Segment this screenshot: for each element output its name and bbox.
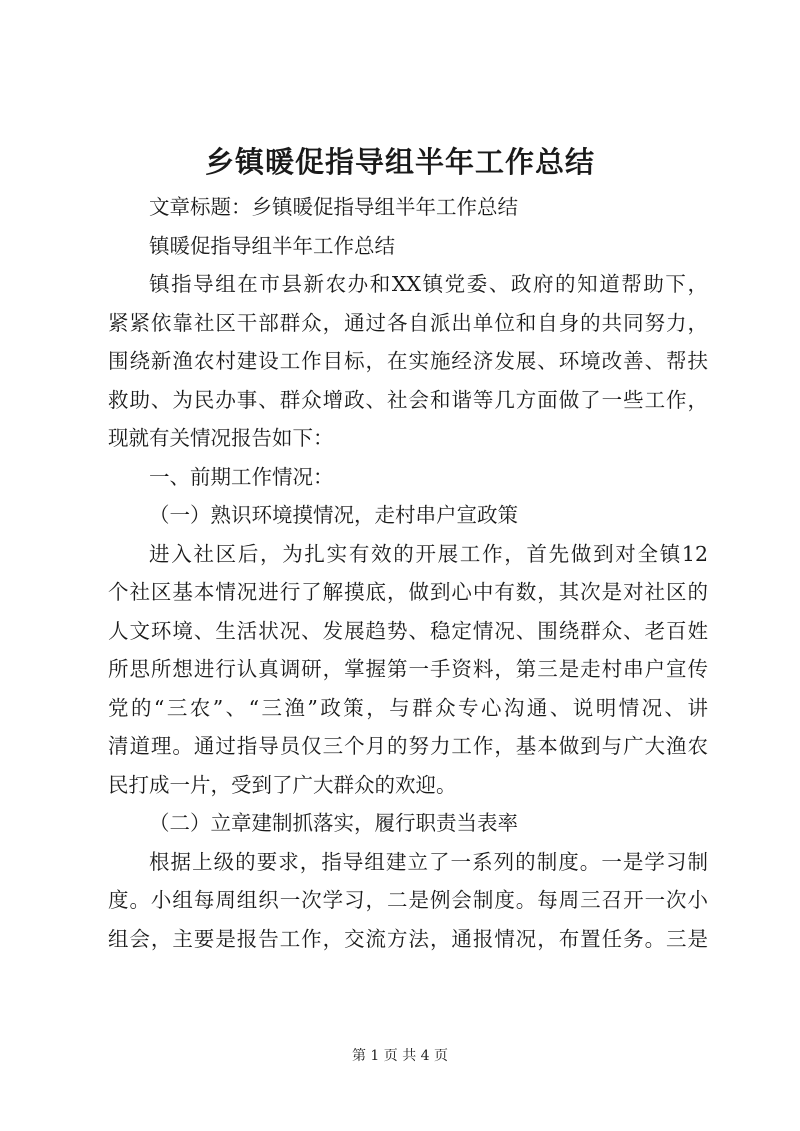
paragraph-line: 度。小组每周组织一次学习，二是例会制度。每周三召开一次小 <box>108 888 708 912</box>
paragraph-line: 现就有关情况报告如下： <box>108 426 334 450</box>
subsection-heading: （二）立章建制抓落实，履行职责当表率 <box>149 811 518 835</box>
article-title-line: 文章标题：乡镇暖促指导组半年工作总结 <box>149 195 518 219</box>
paragraph-line: 人文环境、生活状况、发展趋势、稳定情况、围绕群众、老百姓 <box>108 618 708 643</box>
paragraph-line: 清道理。通过指导员仅三个月的努力工作，基本做到与广大渔农 <box>108 734 708 758</box>
subtitle-line: 镇暖促指导组半年工作总结 <box>149 233 395 258</box>
subsection-heading: （一）熟识环境摸情况，走村串户宣政策 <box>149 503 518 527</box>
paragraph-line: 紧紧依靠社区干部群众，通过各自派出单位和自身的共同努力， <box>108 310 708 335</box>
paragraph-line: 所思所想进行认真调研，掌握第一手资料，第三是走村串户宣传 <box>108 657 708 681</box>
paragraph-line: 个社区基本情况进行了解摸底，做到心中有数，其次是对社区的 <box>108 580 708 604</box>
paragraph-line: 围绕新渔农村建设工作目标，在实施经济发展、环境改善、帮扶 <box>108 349 708 373</box>
paragraph-line: 组会，主要是报告工作，交流方法，通报情况，布置任务。三是 <box>108 926 708 951</box>
paragraph-line: 党的“三农”、“三渔”政策，与群众专心沟通、说明情况、讲 <box>108 695 708 720</box>
document-body <box>108 188 708 958</box>
paragraph-line: 民打成一片，受到了广大群众的欢迎。 <box>108 772 457 797</box>
paragraph-line: 根据上级的要求，指导组建立了一系列的制度。一是学习制 <box>149 849 708 874</box>
paragraph-line: 救助、为民办事、群众增政、社会和谐等几方面做了一些工作， <box>108 387 708 412</box>
section-heading: 一、前期工作情况： <box>149 464 334 489</box>
document-title: 乡镇暖促指导组半年工作总结 <box>204 145 595 179</box>
paragraph-line: 镇指导组在市县新农办和XX镇党委、政府的知道帮助下， <box>149 272 708 296</box>
paragraph-line: 进入社区后，为扎实有效的开展工作，首先做到对全镇12 <box>149 541 708 566</box>
page-number-footer: 第 1 页 共 4 页 <box>351 1048 449 1064</box>
